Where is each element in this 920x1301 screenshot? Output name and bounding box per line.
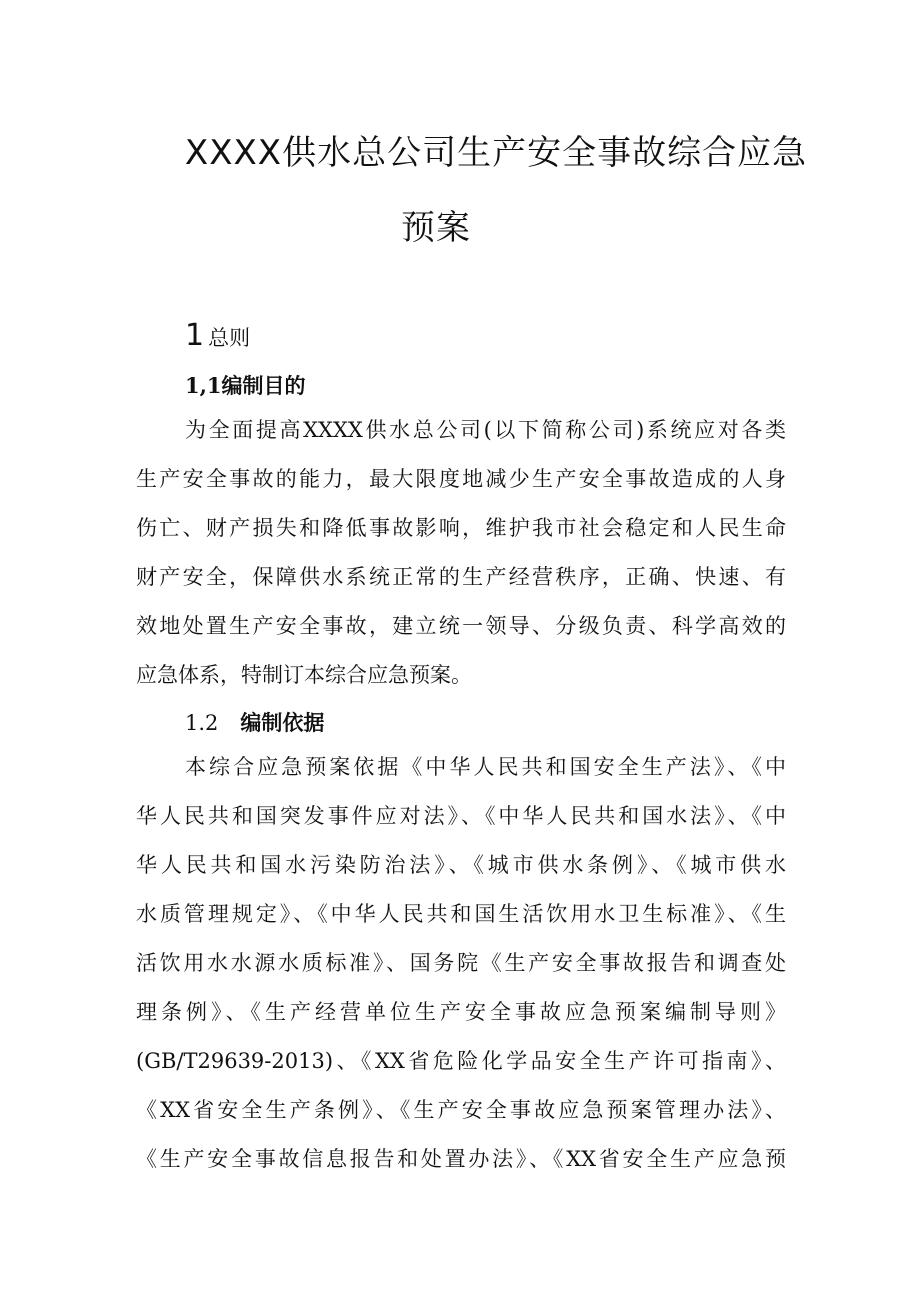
section-1-title: 总则	[208, 326, 251, 350]
section-1-2-number: 1.2	[185, 711, 219, 735]
basis-line: 活饮用水水源水质标准》、国务院《生产安全事故报告和调查处	[136, 951, 786, 975]
basis-line: 理条例》、《生产经营单位生产安全事故应急预案编制导则》	[136, 1000, 786, 1024]
section-1-2-heading	[185, 707, 324, 737]
basis-line: 华人民共和国突发事件应对法》、《中华人民共和国水法》、《中	[136, 804, 786, 828]
section-1-number: 1	[185, 318, 205, 353]
purpose-line: 财产安全，保障供水系统正常的生产经营秩序，正确、快速、有	[136, 565, 786, 589]
basis-line: 本综合应急预案依据《中华人民共和国安全生产法》、《中	[185, 755, 786, 779]
section-1-1-heading: 1,1编制目的	[185, 373, 306, 398]
basis-line: 《生产安全事故信息报告和处置办法》、《XX省安全生产应急预	[136, 1147, 786, 1171]
section-1-heading	[185, 318, 250, 353]
basis-line: 华人民共和国水污染防治法》、《城市供水条例》、《城市供水	[136, 853, 786, 877]
purpose-line: 为全面提高XXXX供水总公司(以下简称公司)系统应对各类	[185, 418, 786, 442]
purpose-line: 伤亡、财产损失和降低事故影响，维护我市社会稳定和人民生命	[136, 516, 786, 540]
basis-line: 《XX省安全生产条例》、《生产安全事故应急预案管理办法》、	[136, 1098, 786, 1122]
purpose-line: 生产安全事故的能力，最大限度地减少生产安全事故造成的人身	[136, 467, 786, 491]
document-title-line-2: 预案	[401, 208, 471, 248]
basis-line: (GB/T29639-2013)、《XX省危险化学品安全生产许可指南》、	[136, 1049, 786, 1073]
document-title-line-1: XXXX供水总公司生产安全事故综合应急	[184, 133, 808, 173]
purpose-line: 效地处置生产安全事故，建立统一领导、分级负责、科学高效的	[136, 614, 786, 638]
basis-line: 水质管理规定》、《中华人民共和国生活饮用水卫生标准》、《生	[136, 902, 786, 926]
section-1-2-title: 编制依据	[240, 710, 325, 735]
purpose-line: 应急体系，特制订本综合应急预案。	[136, 663, 472, 687]
